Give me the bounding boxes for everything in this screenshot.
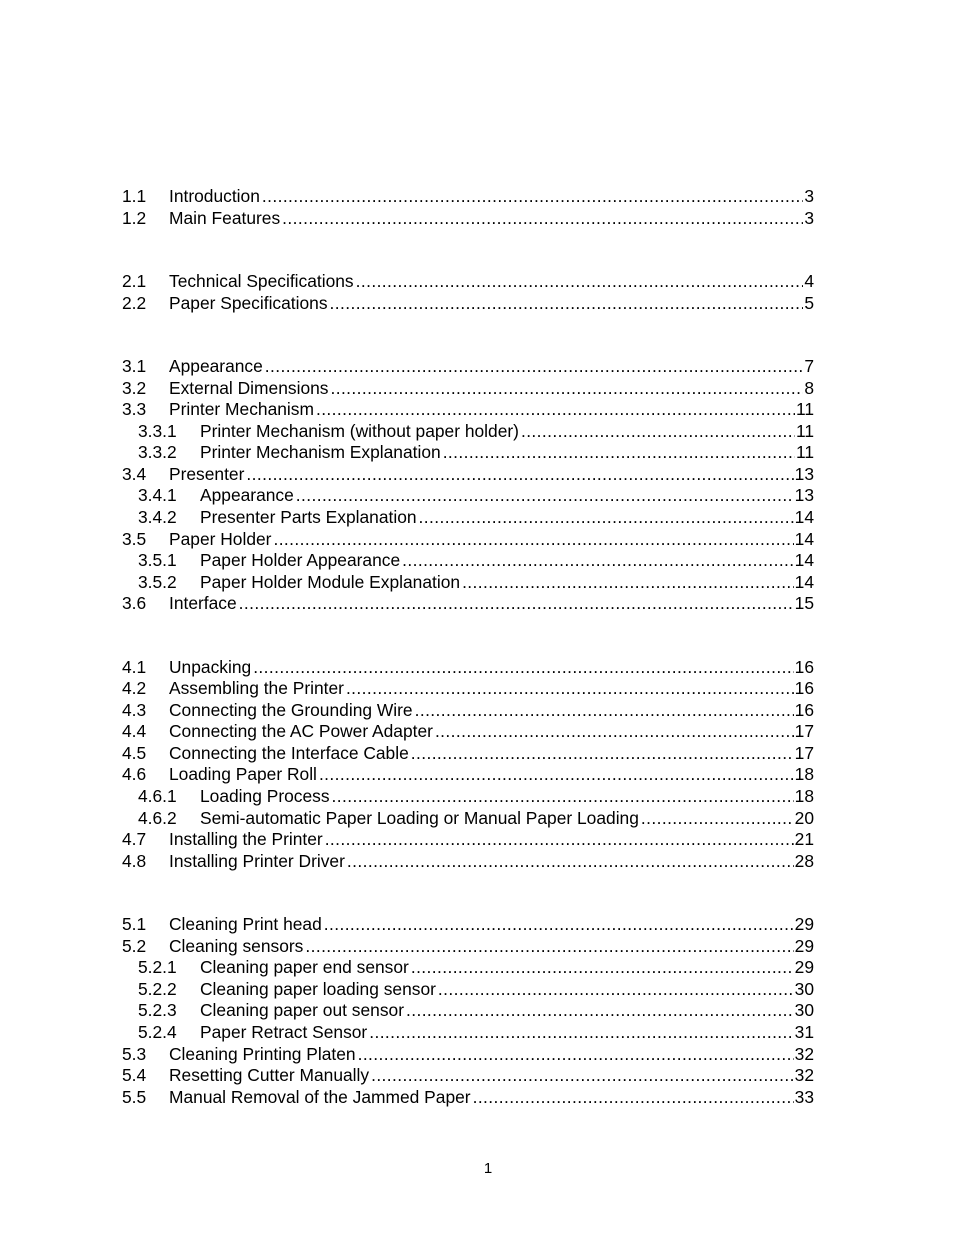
toc-entry-page: 11 <box>795 442 814 463</box>
toc-entry-number: 4.6.2 <box>138 807 177 828</box>
toc-section <box>122 657 814 872</box>
toc-entry-page: 31 <box>794 1021 814 1042</box>
toc-entry-title: Appearance <box>169 356 263 377</box>
toc-entry[interactable] <box>122 1087 814 1109</box>
toc-dot-leader <box>319 764 794 786</box>
toc-entry-page: 8 <box>804 377 814 398</box>
toc-entry-title: Paper Holder Module Explanation <box>200 571 461 592</box>
toc-entry-title: Presenter Parts Explanation <box>200 507 417 528</box>
toc-entry-number: 3.3 <box>122 399 147 420</box>
toc-entry-title: Cleaning paper loading sensor <box>200 978 436 999</box>
toc-dot-leader <box>443 442 795 464</box>
toc-entry-title: Installing Printer Driver <box>169 850 345 871</box>
toc-entry-title: Presenter <box>169 463 245 484</box>
toc-entry-number: 5.2 <box>122 935 147 956</box>
toc-entry-title: Paper Holder <box>169 528 272 549</box>
toc-section <box>122 914 814 1108</box>
toc-dot-leader <box>521 421 795 443</box>
toc-entry-title: Introduction <box>169 186 260 206</box>
toc-entry-title: Cleaning Printing Platen <box>169 1043 356 1064</box>
toc-dot-leader <box>296 485 794 507</box>
toc-entry-page: 4 <box>804 271 814 292</box>
toc-entry[interactable] <box>122 186 814 208</box>
toc-dot-leader <box>305 936 793 958</box>
toc-entry-number: 4.6.1 <box>138 786 177 807</box>
toc-entry-title: Loading Process <box>200 786 330 807</box>
toc-dot-leader <box>316 399 795 421</box>
toc-entry-page: 13 <box>794 485 814 506</box>
toc-entry[interactable] <box>122 786 814 808</box>
toc-entry-title: Unpacking <box>169 656 252 677</box>
toc-entry-page: 3 <box>804 186 814 206</box>
toc-entry-page: 14 <box>794 528 814 549</box>
toc-dot-leader <box>402 550 794 572</box>
toc-entry[interactable] <box>122 271 814 293</box>
toc-entry[interactable] <box>122 1065 814 1087</box>
toc-dot-leader <box>347 851 794 873</box>
toc-entry-number: 3.5.1 <box>138 550 177 571</box>
toc-entry-title: Cleaning Print head <box>169 914 322 935</box>
toc-entry-title: Printer Mechanism <box>169 399 314 420</box>
toc-dot-leader <box>330 378 803 400</box>
toc-entry-page: 18 <box>794 786 814 807</box>
toc-entry-number: 5.1 <box>122 914 147 935</box>
toc-dot-leader <box>262 186 803 208</box>
toc-entry-title: Paper Specifications <box>169 292 328 313</box>
toc-dot-leader <box>325 829 794 851</box>
toc-dot-leader <box>406 1000 794 1022</box>
toc-entry-page: 16 <box>794 678 814 699</box>
toc-entry[interactable] <box>122 829 814 851</box>
toc-entry-page: 21 <box>794 829 814 850</box>
toc-entry-page: 16 <box>794 656 814 677</box>
toc-dot-leader <box>358 1044 794 1066</box>
toc-dot-leader <box>411 743 794 765</box>
toc-dot-leader <box>415 700 794 722</box>
toc-entry[interactable] <box>122 914 814 936</box>
toc-entry-page: 33 <box>794 1086 814 1107</box>
toc-entry-title: Printer Mechanism (without paper holder) <box>200 420 519 441</box>
toc-entry-page: 32 <box>794 1043 814 1064</box>
toc-dot-leader <box>435 721 794 743</box>
toc-dot-leader <box>273 529 793 551</box>
toc-entry-page: 11 <box>795 399 814 420</box>
toc-entry[interactable] <box>122 743 814 765</box>
toc-entry-page: 17 <box>794 721 814 742</box>
toc-entry[interactable] <box>122 700 814 722</box>
toc-entry[interactable] <box>122 293 814 315</box>
toc-entry-number: 1.1 <box>122 186 147 206</box>
toc-entry-title: Cleaning paper out sensor <box>200 1000 404 1021</box>
toc-dot-leader <box>346 678 794 700</box>
toc-entry-number: 4.7 <box>122 829 147 850</box>
toc-entry-page: 7 <box>804 356 814 377</box>
toc-entry-title: Technical Specifications <box>169 271 354 292</box>
toc-dot-leader <box>246 464 793 486</box>
toc-section <box>122 271 814 314</box>
toc-entry-title: Paper Retract Sensor <box>200 1021 368 1042</box>
toc-entry-title: Manual Removal of the Jammed Paper <box>169 1086 471 1107</box>
toc-entry-title: Connecting the Grounding Wire <box>169 699 413 720</box>
toc-entry-number: 5.4 <box>122 1065 147 1086</box>
toc-entry-title: Loading Paper Roll <box>169 764 317 785</box>
toc-entry-title: Printer Mechanism Explanation <box>200 442 441 463</box>
toc-entry[interactable] <box>122 764 814 786</box>
toc-entry-number: 3.6 <box>122 593 147 614</box>
toc-dot-leader <box>239 593 794 615</box>
toc-entry-title: Connecting the Interface Cable <box>169 742 409 763</box>
toc-entry-number: 3.5.2 <box>138 571 177 592</box>
toc-dot-leader <box>419 507 794 529</box>
toc-entry-title: Assembling the Printer <box>169 678 344 699</box>
toc-dot-leader <box>253 657 793 679</box>
toc-entry-number: 4.6 <box>122 764 147 785</box>
toc-entry-number: 4.3 <box>122 699 147 720</box>
toc-dot-leader <box>265 356 804 378</box>
toc-entry-number: 3.4.2 <box>138 507 177 528</box>
toc-dot-leader <box>369 1022 793 1044</box>
toc-entry-page: 17 <box>794 742 814 763</box>
toc-entry[interactable] <box>122 442 814 464</box>
toc-entry-number: 2.1 <box>122 271 147 292</box>
toc-entry[interactable] <box>122 399 814 421</box>
toc-entry[interactable] <box>122 507 814 529</box>
toc-entry[interactable] <box>122 421 814 443</box>
toc-entry-page: 14 <box>794 507 814 528</box>
toc-dot-leader <box>473 1087 794 1109</box>
toc-entry-number: 4.4 <box>122 721 147 742</box>
toc-entry-number: 5.2.3 <box>138 1000 177 1021</box>
toc-entry[interactable] <box>122 1000 814 1022</box>
toc-dot-leader <box>371 1065 794 1087</box>
toc-dot-leader <box>438 979 794 1001</box>
toc-entry[interactable] <box>122 936 814 958</box>
toc-dot-leader <box>641 808 794 830</box>
toc-entry-number: 1.2 <box>122 207 147 228</box>
toc-entry-page: 5 <box>804 292 814 313</box>
toc-entry[interactable] <box>122 808 814 830</box>
toc-entry-page: 30 <box>794 978 814 999</box>
toc-entry[interactable] <box>122 721 814 743</box>
toc-entry[interactable] <box>122 678 814 700</box>
toc-entry-title: Cleaning paper end sensor <box>200 957 409 978</box>
toc-entry-page: 14 <box>794 571 814 592</box>
toc-entry-page: 18 <box>794 764 814 785</box>
toc-entry-page: 13 <box>794 463 814 484</box>
toc-entry[interactable] <box>122 851 814 873</box>
toc-entry-number: 3.3.1 <box>138 420 177 441</box>
toc-entry-page: 16 <box>794 699 814 720</box>
toc-entry-page: 32 <box>794 1065 814 1086</box>
toc-entry-number: 5.2.2 <box>138 978 177 999</box>
toc-entry-number: 5.5 <box>122 1086 147 1107</box>
table-of-contents <box>122 186 814 1150</box>
toc-entry-number: 4.8 <box>122 850 147 871</box>
toc-entry-title: Installing the Printer <box>169 829 323 850</box>
toc-entry-number: 3.3.2 <box>138 442 177 463</box>
toc-entry[interactable] <box>122 485 814 507</box>
toc-entry-title: Main Features <box>169 207 281 228</box>
toc-entry-title: Interface <box>169 593 237 614</box>
toc-dot-leader <box>411 957 794 979</box>
toc-entry-number: 5.3 <box>122 1043 147 1064</box>
toc-section <box>122 356 814 615</box>
toc-entry-title: Paper Holder Appearance <box>200 550 401 571</box>
toc-dot-leader <box>282 208 803 230</box>
toc-entry[interactable] <box>122 464 814 486</box>
toc-entry-page: 29 <box>794 935 814 956</box>
toc-dot-leader <box>462 572 794 594</box>
toc-entry-page: 15 <box>794 593 814 614</box>
toc-entry[interactable] <box>122 1022 814 1044</box>
toc-entry-number: 2.2 <box>122 292 147 313</box>
toc-entry-number: 3.2 <box>122 377 147 398</box>
toc-entry[interactable] <box>122 550 814 572</box>
toc-entry-number: 3.5 <box>122 528 147 549</box>
toc-entry-number: 5.2.4 <box>138 1021 177 1042</box>
toc-entry-number: 3.1 <box>122 356 147 377</box>
toc-entry-page: 28 <box>794 850 814 871</box>
toc-entry-page: 14 <box>794 550 814 571</box>
toc-entry-page: 29 <box>794 914 814 935</box>
toc-dot-leader <box>356 271 804 293</box>
toc-entry[interactable] <box>122 208 814 230</box>
toc-entry[interactable] <box>122 529 814 551</box>
toc-dot-leader <box>324 914 794 936</box>
toc-entry-number: 4.1 <box>122 656 147 677</box>
toc-entry-page: 30 <box>794 1000 814 1021</box>
toc-entry-page: 3 <box>804 207 814 228</box>
toc-entry-title: Appearance <box>200 485 294 506</box>
toc-entry[interactable] <box>122 356 814 378</box>
toc-dot-leader <box>330 293 804 315</box>
toc-entry-number: 4.2 <box>122 678 147 699</box>
toc-entry-page: 29 <box>794 957 814 978</box>
toc-entry-number: 3.4 <box>122 463 147 484</box>
toc-dot-leader <box>332 786 794 808</box>
toc-entry[interactable] <box>122 378 814 400</box>
toc-entry-title: Cleaning sensors <box>169 935 304 956</box>
page-number: 1 <box>483 1160 493 1177</box>
toc-section <box>122 186 814 229</box>
toc-entry-title: External Dimensions <box>169 377 329 398</box>
toc-entry-number: 3.4.1 <box>138 485 177 506</box>
toc-entry[interactable] <box>122 1044 814 1066</box>
toc-entry-number: 5.2.1 <box>138 957 177 978</box>
toc-entry[interactable] <box>122 979 814 1001</box>
toc-entry-page: 20 <box>794 807 814 828</box>
toc-entry[interactable] <box>122 593 814 615</box>
toc-entry-title: Semi-automatic Paper Loading or Manual Paper Loading <box>200 807 639 828</box>
toc-entry-page: 11 <box>795 420 814 441</box>
toc-entry[interactable] <box>122 957 814 979</box>
toc-entry[interactable] <box>122 572 814 594</box>
toc-entry-title: Connecting the AC Power Adapter <box>169 721 433 742</box>
toc-entry-number: 4.5 <box>122 742 147 763</box>
toc-entry[interactable] <box>122 657 814 679</box>
toc-entry-title: Resetting Cutter Manually <box>169 1065 370 1086</box>
